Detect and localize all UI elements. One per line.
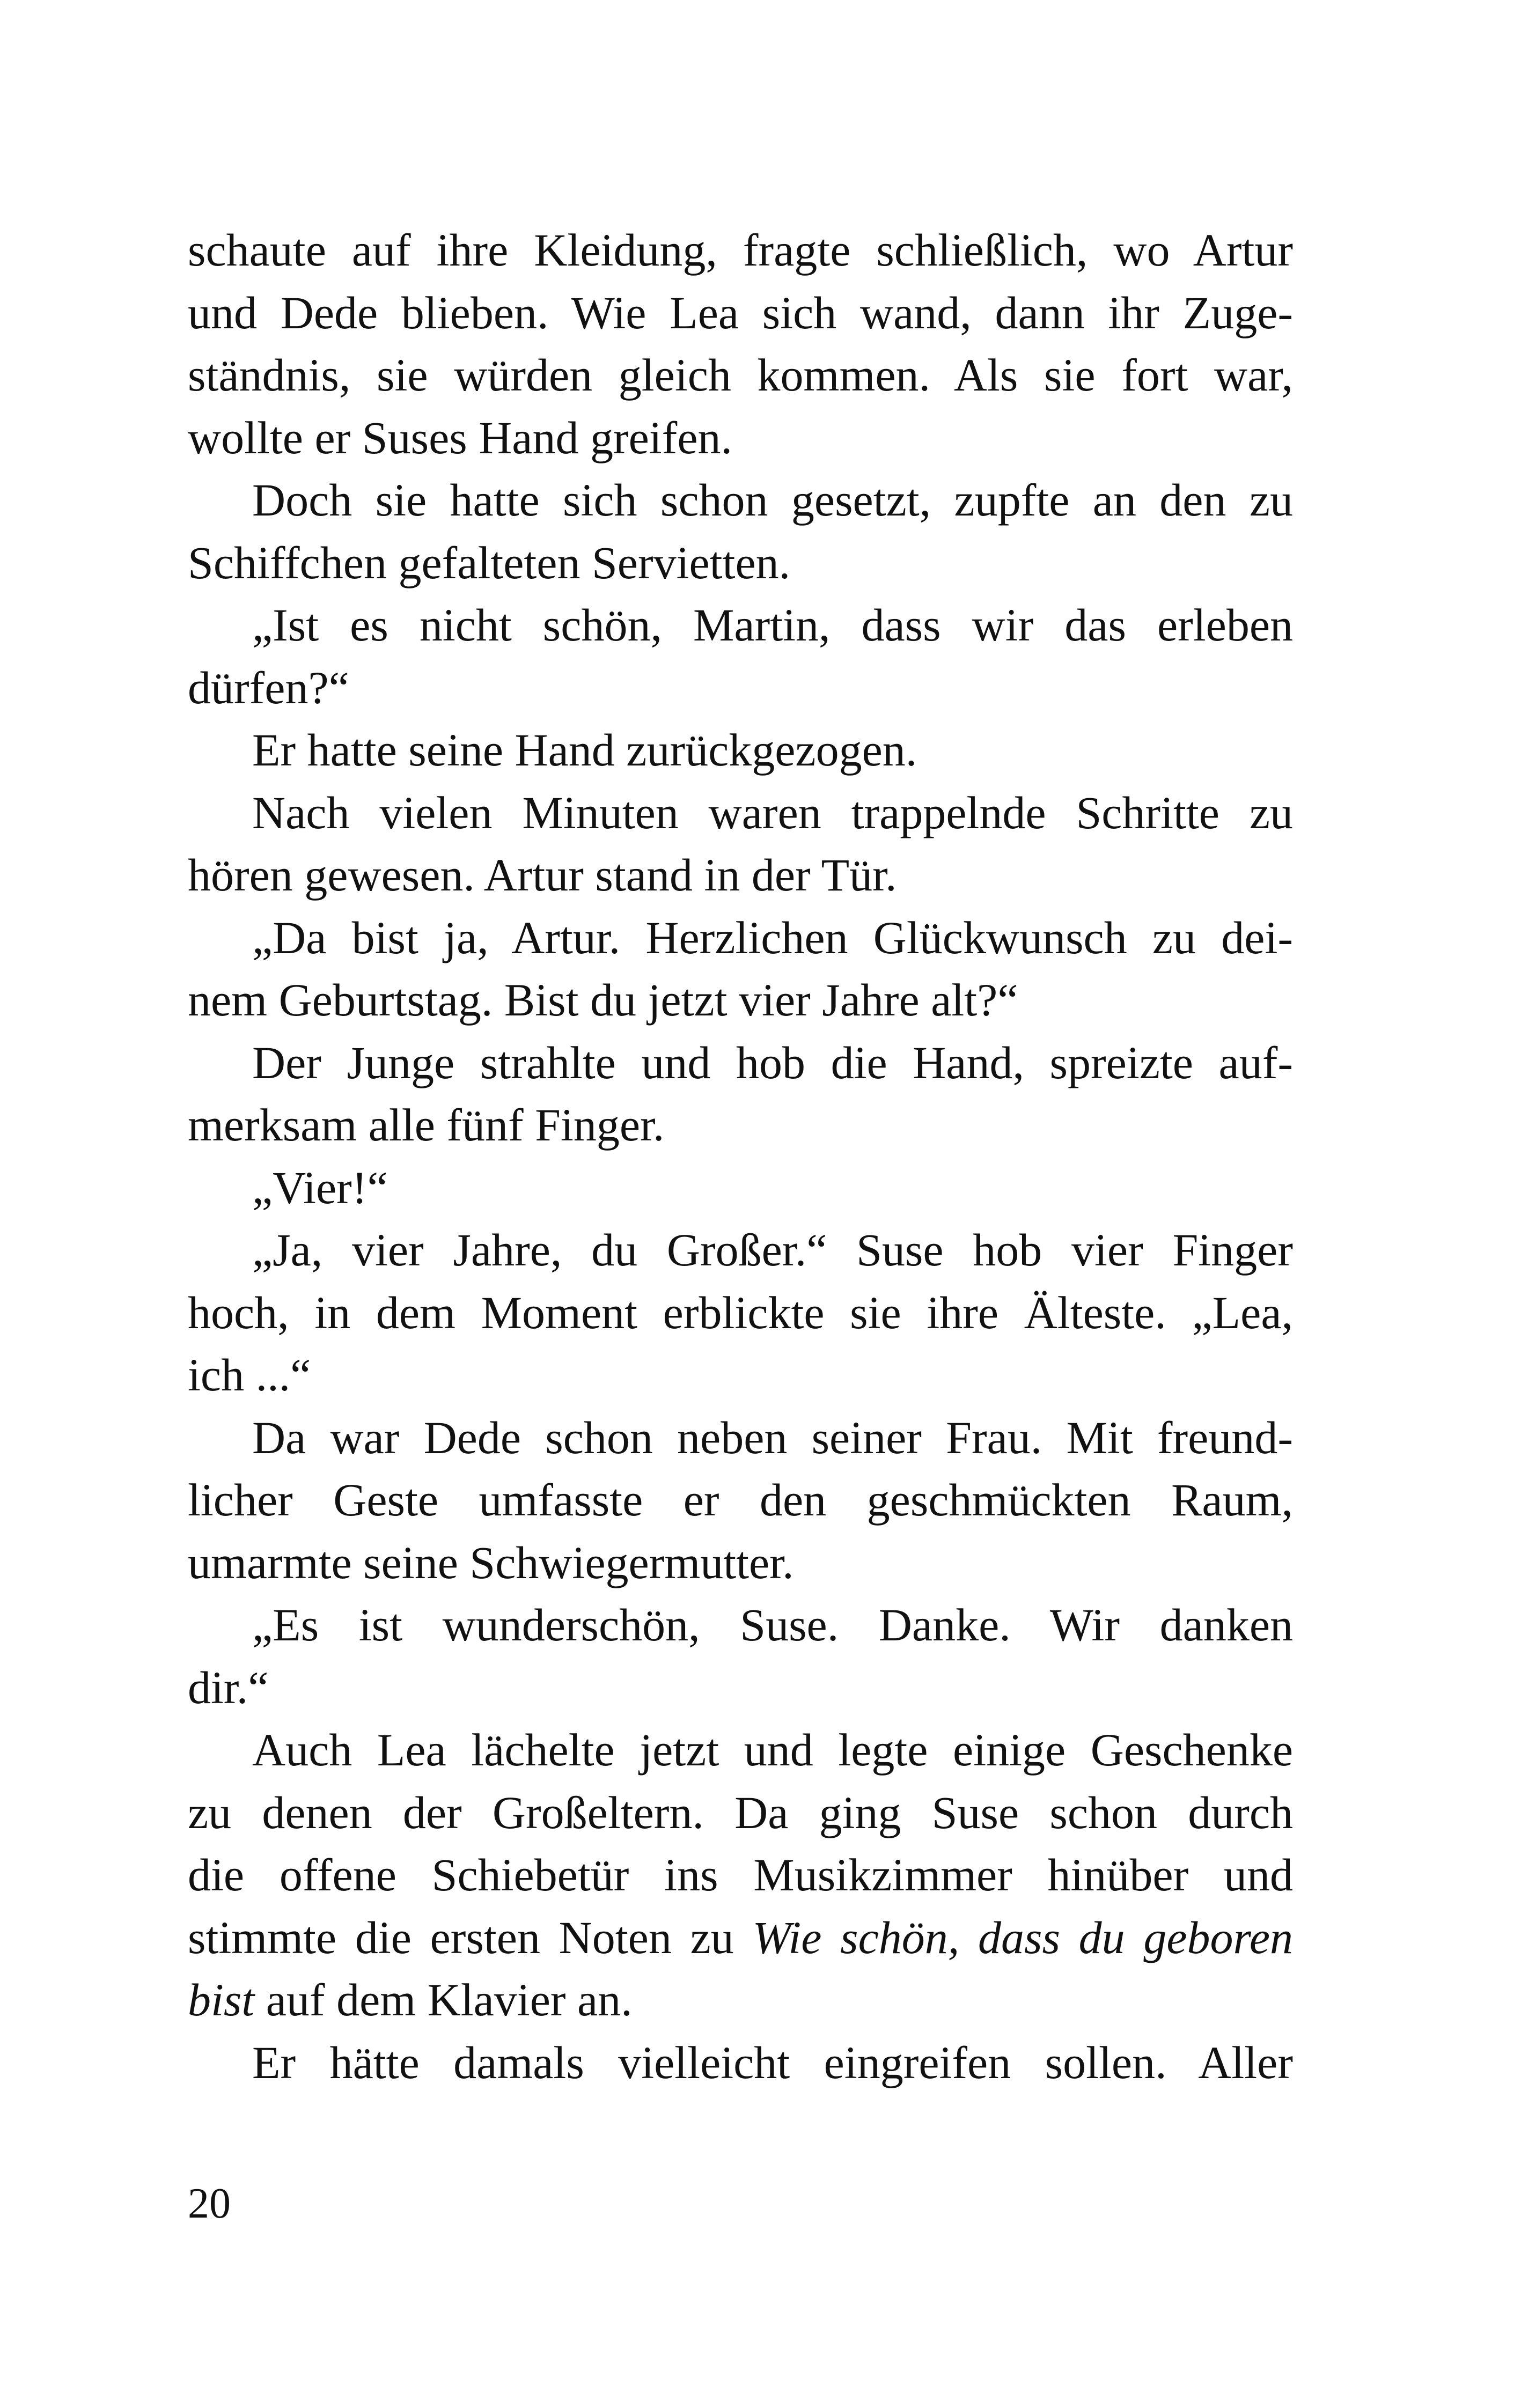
paragraph	[188, 1406, 1293, 1594]
text-line: die offene Schiebetür ins Musikzimmer hinüber und	[188, 1849, 1293, 1901]
text-line: licher Geste umfasste er den geschmückten Raum,	[188, 1474, 1293, 1526]
text-line: und Dede blieben. Wie Lea sich wand, dann ihr Zuge-	[188, 286, 1293, 338]
text-run: auf dem Klavier an.	[254, 1974, 633, 2026]
paragraph	[188, 1594, 1293, 1719]
text-line: Da war Dede schon neben seiner Frau. Mit freund-	[252, 1411, 1293, 1463]
text-line: Nach vielen Minuten waren trappelnde Schritte zu	[252, 786, 1293, 838]
text-line: „Es ist wunderschön, Suse. Danke. Wir danken	[252, 1599, 1293, 1651]
paragraph	[188, 1219, 1293, 1406]
text-line: schaute auf ihre Kleidung, fragte schließlich, wo Artur	[188, 224, 1293, 276]
paragraph	[188, 1157, 1293, 1219]
text-line: zu denen der Großeltern. Da ging Suse schon durch	[188, 1786, 1293, 1838]
text-line: Schiffchen gefalteten Servietten.	[188, 536, 791, 588]
text-line: dir.“	[188, 1661, 269, 1713]
text-line: hören gewesen. Artur stand in der Tür.	[188, 849, 897, 901]
text-line	[188, 1906, 1293, 1969]
text-line: Auch Lea lächelte jetzt und legte einige Geschenke	[252, 1724, 1293, 1776]
text-line: hoch, in dem Moment erblickte sie ihre Älteste. „Lea,	[188, 1286, 1293, 1338]
text-line: Er hätte damals vielleicht eingreifen sollen. Aller	[252, 2036, 1293, 2088]
body-text	[188, 219, 1293, 2094]
text-line: nem Geburtstag. Bist du jetzt vier Jahre alt?“	[188, 974, 1018, 1026]
paragraph	[188, 907, 1293, 1032]
text-line: wollte er Suses Hand greifen.	[188, 411, 732, 463]
text-line	[188, 1969, 1293, 2031]
text-line: ich ...“	[188, 1349, 311, 1401]
paragraph	[188, 1719, 1293, 2031]
paragraph	[188, 219, 1293, 469]
text-line: „Ist es nicht schön, Martin, dass wir das erleben	[252, 599, 1293, 651]
text-line: dürfen?“	[188, 661, 349, 713]
paragraph	[188, 719, 1293, 782]
paragraph	[188, 1032, 1293, 1157]
text-line: umarmte seine Schwiegermutter.	[188, 1536, 794, 1588]
paragraph	[188, 782, 1293, 907]
text-line: „Da bist ja, Artur. Herzlichen Glückwunsch zu dei-	[252, 911, 1293, 963]
text-line: „Ja, vier Jahre, du Großer.“ Suse hob vier Finger	[252, 1224, 1293, 1276]
text-line: „Vier!“	[252, 1161, 388, 1213]
paragraph	[188, 469, 1293, 594]
text-line: Er hatte seine Hand zurückgezogen.	[252, 724, 917, 776]
text-run: stimmte die ersten Noten zu	[188, 1911, 753, 1963]
text-line: Der Junge strahlte und hob die Hand, spreizte auf-	[252, 1036, 1293, 1088]
italic-title: bist	[188, 1974, 255, 2026]
text-line: merksam alle fünf Finger.	[188, 1099, 665, 1151]
paragraph	[188, 594, 1293, 719]
italic-title: Wie schön, dass du geboren	[752, 1911, 1294, 1963]
text-line: ständnis, sie würden gleich kommen. Als sie fort war,	[188, 349, 1293, 401]
paragraph	[188, 2031, 1293, 2094]
page-number: 20	[188, 2180, 231, 2227]
text-line: Doch sie hatte sich schon gesetzt, zupfte an den zu	[252, 474, 1293, 526]
